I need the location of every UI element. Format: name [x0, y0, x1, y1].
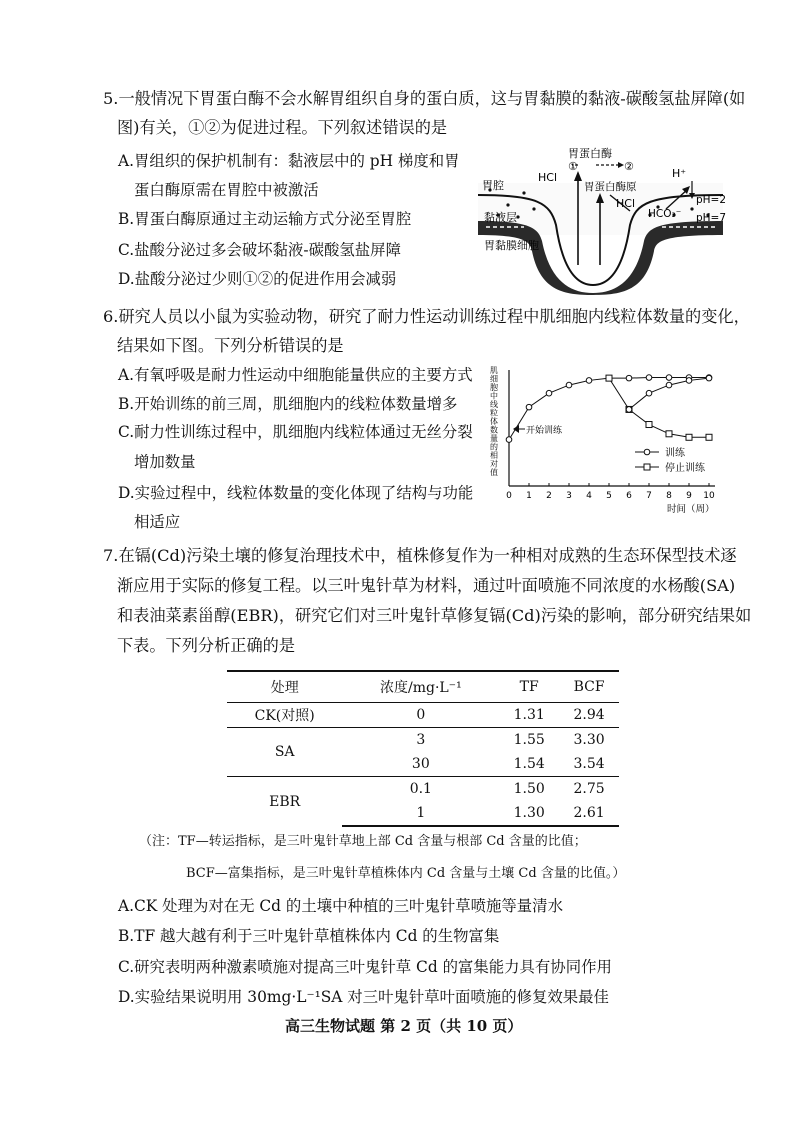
- x-tick-label: 3: [566, 491, 572, 501]
- q6-stem-line2: 结果如下图。下列分析错误的是: [117, 336, 344, 355]
- q6-option-d-cont: 相适应: [134, 513, 181, 531]
- col-header-bcf: BCF: [559, 671, 619, 703]
- q5-stem-line2: 图)有关，①②为促进过程。下列叙述错误的是: [117, 118, 448, 137]
- cell-bcf: 3.30: [559, 728, 619, 753]
- cell-conc: 0: [416, 707, 426, 723]
- q6-option-d: D.实验过程中，线粒体数量的变化体现了结构与功能: [118, 484, 474, 502]
- data-point-circle: [546, 390, 552, 396]
- q7-option-b: B.TF 越大越有利于三叶鬼针草植株体内 Cd 的生物富集: [118, 927, 500, 945]
- q7-note-tf: （注：TF—转运指标，是三叶鬼针草地上部 Cd 含量与根部 Cd 含量的比值；: [139, 834, 587, 849]
- q7-stem-line2: 渐应用于实际的修复工程。以三叶鬼针草为材料，通过叶面喷施不同浓度的水杨酸(SA): [117, 576, 736, 595]
- col-header-tf: TF: [499, 671, 559, 703]
- annotation-start-training: [513, 424, 563, 436]
- x-tick-label: 10: [703, 491, 715, 501]
- y-label-char: 值: [490, 468, 498, 477]
- label-circle-1: ①: [568, 160, 578, 173]
- label-hco3: HCO₃⁻: [648, 208, 682, 220]
- col-header-concentration: 浓度/mg·L⁻¹: [342, 671, 499, 703]
- y-label-char: 细: [490, 374, 498, 384]
- y-label-char: 对: [490, 459, 498, 469]
- legend-stop-train: 停止训练: [665, 463, 705, 474]
- x-tick-label: 4: [586, 491, 592, 501]
- label-mucus-layer: 黏液层: [484, 211, 517, 224]
- data-point-circle: [566, 382, 572, 388]
- data-point-circle: [646, 375, 652, 381]
- cell-conc: 1: [342, 801, 499, 826]
- x-tick-label: 8: [666, 491, 672, 501]
- y-label-char: 肌: [490, 366, 498, 375]
- data-point-circle: [506, 437, 512, 443]
- cell-conc: 30: [411, 756, 430, 772]
- q6-option-c-cont: 增加数量: [134, 453, 196, 471]
- x-tick-label: 1: [526, 491, 532, 501]
- data-point-circle: [626, 375, 632, 381]
- x-tick-label: 0: [506, 491, 512, 501]
- x-tick-label: 2: [546, 491, 552, 501]
- mitochondria-chart: [487, 360, 732, 520]
- cell-tf: 1.30: [499, 801, 559, 826]
- cell-conc: 3: [342, 728, 499, 753]
- x-tick-label: 5: [606, 491, 612, 501]
- label-h-plus: H⁺: [672, 167, 687, 180]
- q5-stem-line1: 5.一般情况下胃蛋白酶不会水解胃组织自身的蛋白质，这与胃黏膜的黏液-碳酸氢盐屏障(如: [103, 89, 746, 108]
- results-table: [227, 670, 619, 827]
- cell-tf: 1.50: [499, 777, 559, 802]
- q5-option-a: A.胃组织的保护机制有：黏液层中的 pH 梯度和胃: [118, 152, 460, 170]
- page-footer: 高三生物试题 第 2 页（共 10 页）: [285, 1017, 523, 1035]
- label-ph2: pH=2: [696, 194, 727, 206]
- y-label-char: 相: [490, 451, 498, 460]
- svg-text:开始训练: 开始训练: [526, 426, 563, 436]
- q7-stem-line1: 7.在镉(Cd)污染土壤的修复治理技术中，植株修复作为一种相对成熟的生态环保型技术逐: [103, 546, 737, 565]
- legend: [635, 446, 706, 474]
- q7-note-bcf: BCF—富集指标，是三叶鬼针草植株体内 Cd 含量与土壤 Cd 含量的比值。）: [186, 866, 626, 881]
- y-label-char: 体: [490, 417, 498, 426]
- cell-treatment: CK(对照): [254, 708, 315, 724]
- data-point-circle: [666, 375, 672, 381]
- data-point-circle: [666, 382, 672, 388]
- data-point-square: [686, 434, 692, 440]
- label-hcl-left: HCl: [538, 171, 558, 184]
- q5-option-d: D.盐酸分泌过少则①②的促进作用会减弱: [118, 270, 397, 288]
- cell-conc: 0.1: [342, 777, 499, 802]
- y-label-char: 粒: [490, 408, 498, 418]
- q6-option-a: A.有氧呼吸是耐力性运动中细胞能量供应的主要方式: [118, 366, 473, 384]
- cell-tf: 1.31: [513, 707, 545, 723]
- q7-option-a: A.CK 处理为对在无 Cd 的土壤中种植的三叶鬼针草喷施等量清水: [118, 897, 563, 915]
- label-ph7: pH=7: [696, 212, 727, 224]
- data-point-circle: [686, 378, 692, 384]
- cell-treatment: EBR: [227, 777, 342, 827]
- data-point-square: [646, 422, 652, 428]
- q7-stem-line3: 和表油菜素甾醇(EBR)，研究它们对三叶鬼针草修复镉(Cd)污染的影响，部分研究结果如: [117, 606, 752, 625]
- data-point-circle: [706, 375, 712, 381]
- series-line-1: [609, 378, 709, 437]
- cell-tf: 1.55: [499, 728, 559, 753]
- y-label-char: 量: [490, 434, 498, 443]
- legend-train: 训练: [665, 448, 685, 459]
- q7-option-c: C.研究表明两种激素喷施对提高三叶鬼针草 Cd 的富集能力具有协同作用: [118, 958, 612, 976]
- label-hcl-right: HCl: [616, 197, 636, 210]
- y-label-char: 中: [490, 391, 498, 401]
- data-point-circle: [526, 404, 532, 410]
- cell-bcf: 2.61: [559, 801, 619, 826]
- gastric-mucosa-diagram: [478, 145, 727, 295]
- label-stomach-cavity: 胃腔: [482, 179, 504, 192]
- q6-option-c: C.耐力性训练过程中，肌细胞内线粒体通过无丝分裂: [118, 423, 473, 441]
- q7-option-d: D.实验结果说明用 30mg·L⁻¹SA 对三叶鬼针草叶面喷施的修复效果最佳: [118, 988, 609, 1006]
- x-tick-label: 9: [686, 491, 692, 501]
- cell-bcf: 3.54: [573, 756, 605, 772]
- q5-option-b: B.胃蛋白酶原通过主动运输方式分泌至胃腔: [118, 210, 412, 228]
- table-row: [227, 777, 619, 802]
- table-row: [227, 703, 619, 728]
- x-tick-label: 6: [626, 491, 632, 501]
- q5-option-a-cont: 蛋白酶原需在胃腔中被激活: [134, 181, 319, 199]
- data-point-square: [666, 431, 672, 437]
- cell-bcf: 2.75: [559, 777, 619, 802]
- label-circle-2: ②: [624, 160, 634, 173]
- q6-stem-line1: 6.研究人员以小鼠为实验动物，研究了耐力性运动训练过程中肌细胞内线粒体数量的变化，: [103, 307, 750, 326]
- data-point-square: [706, 434, 712, 440]
- data-point-circle: [646, 390, 652, 396]
- x-tick-label: 7: [646, 491, 652, 501]
- cell-treatment: SA: [227, 728, 342, 777]
- label-pepsinogen: 胃蛋白酶原: [584, 181, 637, 193]
- table-row: [227, 728, 619, 753]
- y-label-char: 的: [490, 442, 498, 452]
- q7-stem-line4: 下表。下列分析正确的是: [117, 636, 296, 655]
- col-header-treatment: 处理: [227, 671, 342, 703]
- data-point-square: [606, 375, 612, 381]
- data-point-circle: [626, 407, 632, 413]
- label-mucosa-cell: 胃黏膜细胞: [484, 239, 539, 252]
- y-label-char: 线: [490, 400, 498, 409]
- x-axis-label: 时间（周）: [667, 504, 715, 515]
- data-point-circle: [586, 378, 592, 384]
- label-pepsin: 胃蛋白酶: [568, 147, 612, 160]
- q5-option-c: C.盐酸分泌过多会破坏黏液-碳酸氢盐屏障: [118, 241, 401, 259]
- cell-bcf: 2.94: [573, 707, 605, 723]
- q6-option-b: B.开始训练的前三周，肌细胞内的线粒体数量增多: [118, 395, 458, 413]
- y-label-char: 数: [490, 425, 498, 435]
- cell-tf: 1.54: [513, 756, 545, 772]
- y-label-char: 胞: [490, 383, 498, 392]
- y-axis-label: [490, 366, 498, 477]
